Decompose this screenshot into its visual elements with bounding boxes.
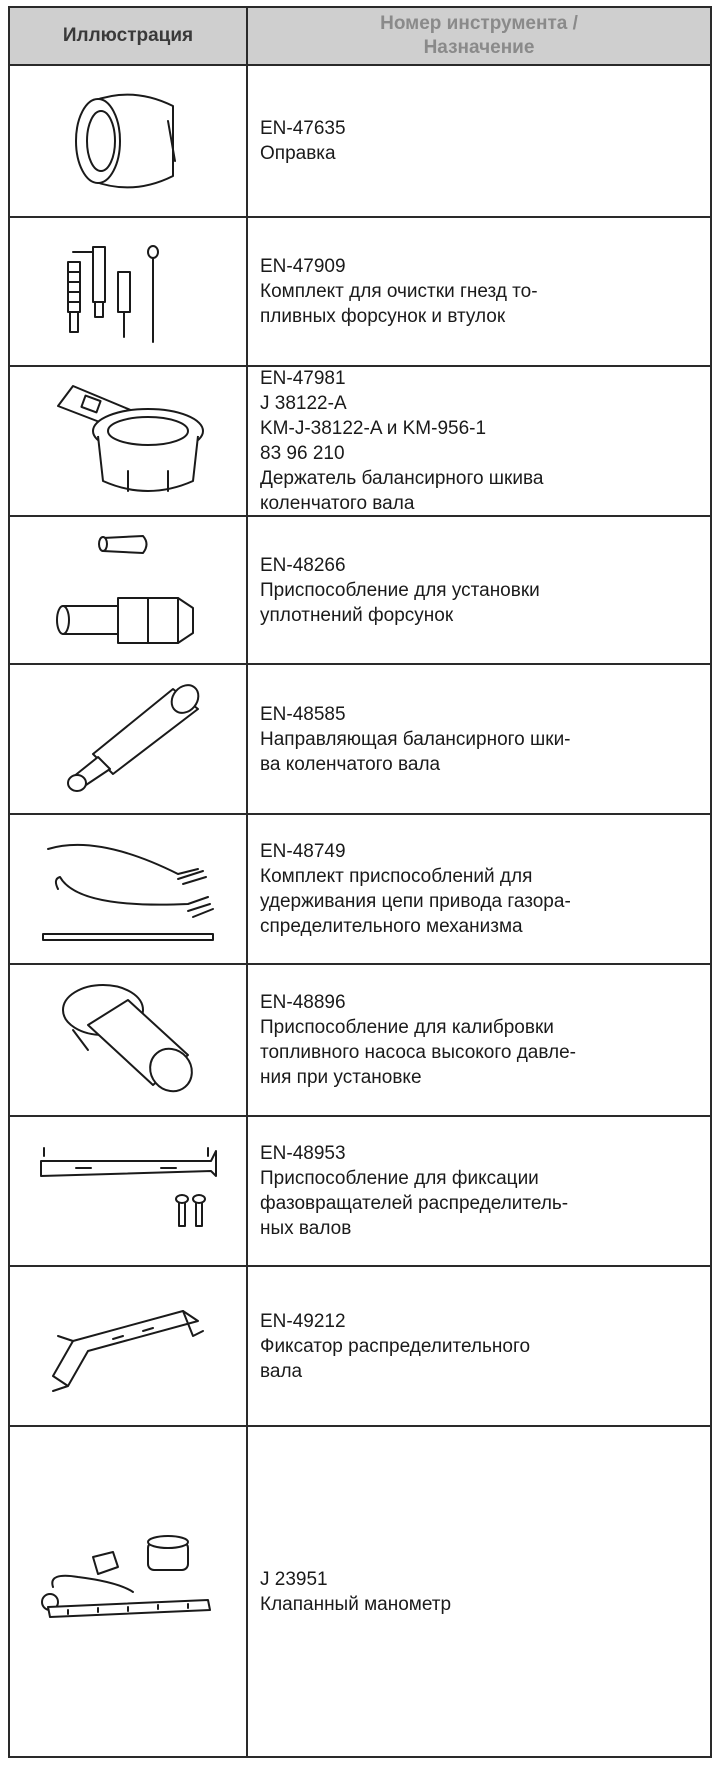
tool-purpose: Приспособление для установки [260,579,540,601]
tool-purpose: Фиксатор распределительного [260,1335,531,1357]
table-row [10,1427,710,1756]
table-row [10,1117,710,1267]
tool-purpose: Клапанный манометр [260,1593,452,1615]
illustration-cell [10,1117,248,1265]
illustration-cell [10,1427,248,1756]
tool-purpose: удерживания цепи привода газора- [260,891,571,912]
tool-purpose: Приспособление для калибровки [260,1017,554,1038]
tool-description [248,815,710,963]
tool-description [248,66,710,216]
tool-number: EN-48953 [260,1143,346,1164]
table-row [10,367,710,517]
header-tool-number: Номер инструмента / Назначение [380,13,578,58]
illustration-cell [10,815,248,963]
tool-number: 83 96 210 [260,443,345,464]
tool-purpose: топливного насоса высокого давле- [260,1042,577,1063]
tool-description [248,517,710,663]
tool-purpose: спределительного механизма [260,916,523,937]
tool-purpose: Приспособление для фиксации [260,1168,539,1189]
tool-description [248,218,710,365]
illustration-cell [10,66,248,216]
table-row [10,815,710,965]
tool-number: J 38122-A [260,393,347,414]
chain-retainer-icon [38,829,218,949]
table-row [10,1267,710,1427]
tool-purpose: уплотнений форсунок [260,604,454,626]
cleaning-kit-icon [53,237,203,347]
tool-description [248,367,710,515]
table-row [10,517,710,665]
valve-gauge-icon [38,1532,218,1652]
phaser-lock-icon [36,1136,221,1246]
camshaft-lock-icon [43,1291,213,1401]
tool-number: J 23951 [260,1568,328,1590]
illustration-cell [10,367,248,515]
tool-purpose: Оправка [260,143,336,164]
illustration-cell [10,517,248,663]
tool-purpose: Комплект для очистки гнезд то- [260,281,538,302]
tool-purpose: коленчатого вала [260,493,415,514]
pulley-holder-icon [48,376,208,506]
tools-table [8,6,712,1758]
illustration-cell [10,965,248,1115]
tool-purpose: ния при установке [260,1067,422,1088]
table-row [10,965,710,1117]
table-row [10,66,710,218]
tool-number: EN-49212 [260,1310,346,1332]
tool-description [248,965,710,1115]
illustration-cell [10,218,248,365]
tool-number: EN-48896 [260,992,346,1013]
tool-number: EN-48266 [260,554,346,576]
tool-purpose: ных валов [260,1218,352,1239]
tool-purpose: ва коленчатого вала [260,753,441,775]
tool-description [248,665,710,813]
tool-purpose: Направляющая балансирного шки- [260,728,571,750]
tool-description [248,1117,710,1265]
mandrel-icon [63,81,193,201]
calibration-tool-icon [53,975,203,1105]
tool-number: EN-48585 [260,703,346,725]
tool-purpose: фазовращателей распределитель- [260,1193,569,1214]
table-row [10,665,710,815]
tool-purpose: пливных форсунок и втулок [260,306,506,327]
tool-description [248,1427,710,1756]
header-illustration: Иллюстрация [10,8,248,64]
tool-number: EN-47635 [260,118,346,139]
table-header [10,8,710,66]
tool-number: EN-47909 [260,256,346,277]
tool-purpose: Держатель балансирного шкива [260,468,544,489]
guide-icon [48,679,208,799]
illustration-cell [10,1267,248,1425]
tool-number: EN-48749 [260,841,346,862]
tool-description [248,1267,710,1425]
tool-number: EN-47981 [260,368,346,389]
tool-purpose: вала [260,1360,303,1382]
seal-installer-icon [48,528,208,653]
tool-purpose: Комплект приспособлений для [260,866,533,887]
table-row [10,218,710,367]
tool-number: KM-J-38122-A и KM-956-1 [260,418,487,439]
illustration-cell [10,665,248,813]
